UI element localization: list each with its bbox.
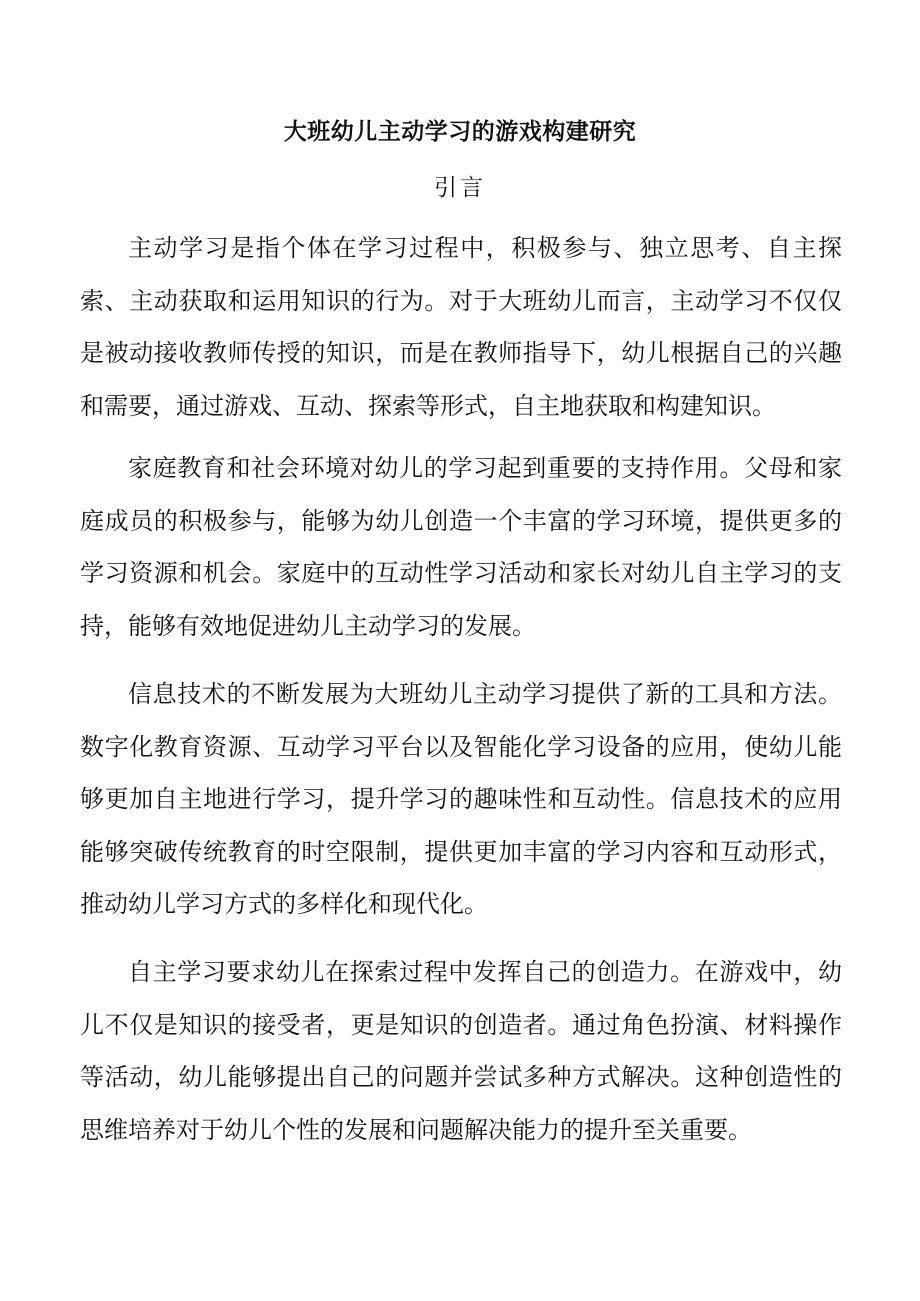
paragraph-4: 自主学习要求幼儿在探索过程中发挥自己的创造力。在游戏中，幼儿不仅是知识的接受者，更是知识的创造者。通过角色扮演、材料操作等活动，幼儿能够提出自己的问题并尝试多种方式解决。这种创造性的思维培养对于幼儿个性的发展和问题解决能力的提升至关重要。 (80, 958, 842, 1144)
paragraph-3: 信息技术的不断发展为大班幼儿主动学习提供了新的工具和方法。数字化教育资源、互动学习平台以及智能化学习设备的应用，使幼儿能够更加自主地进行学习，提升学习的趣味性和互动性。信息技术的应用能够突破传统教育的时空限制，提供更加丰富的学习内容和互动形式，推动幼儿学习方式的多样化和现代化。 (80, 680, 842, 919)
paragraph-1: 主动学习是指个体在学习过程中，积极参与、独立思考、自主探索、主动获取和运用知识的行为。对于大班幼儿而言，主动学习不仅仅是被动接收教师传授的知识，而是在教师指导下，幼儿根据自己的兴趣和需要，通过游戏、互动、探索等形式，自主地获取和构建知识。 (80, 234, 842, 420)
section-heading: 引言 (434, 175, 486, 201)
paragraph-2: 家庭教育和社会环境对幼儿的学习起到重要的支持作用。父母和家庭成员的积极参与，能够为幼儿创造一个丰富的学习环境，提供更多的学习资源和机会。家庭中的互动性学习活动和家长对幼儿自主学习的支持，能够有效地促进幼儿主动学习的发展。 (80, 454, 842, 640)
document-title: 大班幼儿主动学习的游戏构建研究 (283, 118, 637, 145)
